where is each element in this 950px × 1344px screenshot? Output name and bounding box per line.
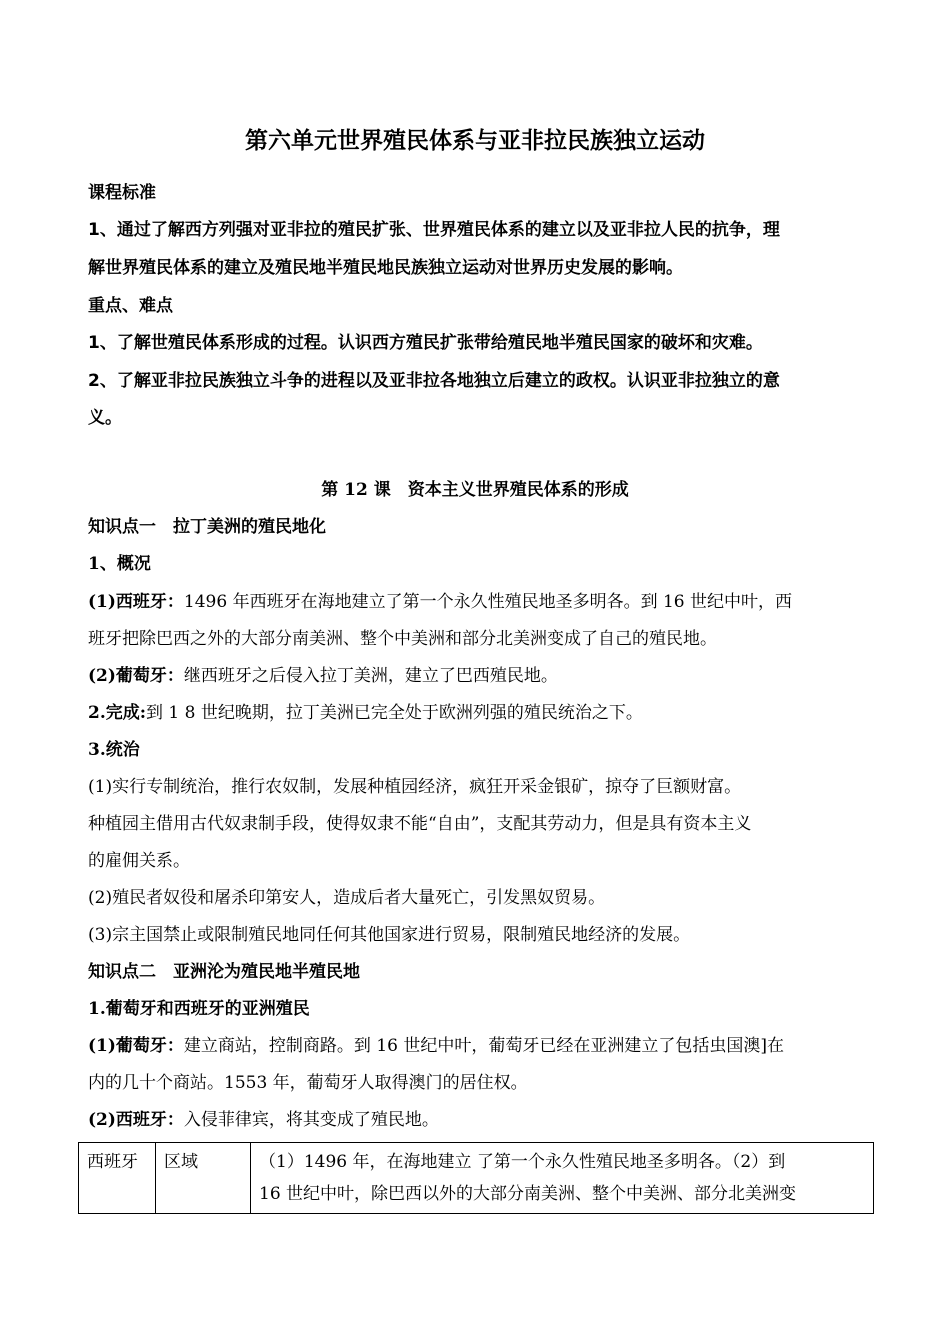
course-standard-line-1: 1、通过了解西方列强对亚非拉的殖民扩张、世界殖民体系的建立以及亚非拉人民的抗争，理 bbox=[88, 220, 780, 240]
key-point-2-line-2: 义。 bbox=[88, 408, 122, 428]
unit-title: 第六单元世界殖民体系与亚非拉民族独立运动 bbox=[245, 128, 705, 154]
asia-portugal-text-1: 建立商站，控制商路。到 16 世纪中叶，葡萄牙已经在亚洲建立了包括虫国澳]在 bbox=[183, 1036, 784, 1056]
colonial-table bbox=[78, 1142, 874, 1214]
complete-text: 到 1 8 世纪晚期，拉丁美洲已完全处于欧洲列强的殖民统治之下。 bbox=[146, 703, 643, 723]
asia-spain-text: 入侵菲律宾，将其变成了殖民地。 bbox=[183, 1110, 439, 1130]
asia-heading: 1.葡萄牙和西班牙的亚洲殖民 bbox=[88, 999, 310, 1019]
overview-heading: 1、概况 bbox=[88, 554, 151, 574]
rule-3: (3)宗主国禁止或限制殖民地同任何其他国家进行贸易，限制殖民地经济的发展。 bbox=[88, 925, 691, 945]
asia-portugal-line-1 bbox=[88, 1034, 868, 1058]
course-standard-heading: 课程标准 bbox=[88, 183, 156, 203]
spain-paragraph-line-2: 班牙把除巴西之外的大部分南美洲、整个中美洲和部分北美洲变成了自己的殖民地。 bbox=[88, 629, 717, 649]
complete-label: 2.完成: bbox=[88, 703, 147, 723]
asia-spain-paragraph bbox=[88, 1108, 868, 1132]
portugal-label: (2)葡萄牙： bbox=[88, 666, 184, 686]
rule-1b-line-1: 种植园主借用古代奴隶制手段，使得奴隶不能“自由”，支配其劳动力，但是具有资本主义 bbox=[88, 814, 752, 834]
rule-2: (2)殖民者奴役和屠杀印第安人，造成后者大量死亡，引发黑奴贸易。 bbox=[88, 888, 606, 908]
table-row bbox=[79, 1143, 874, 1214]
portugal-paragraph bbox=[88, 664, 868, 688]
asia-spain-label: (2)西班牙： bbox=[88, 1110, 184, 1130]
table-cell-content bbox=[251, 1143, 874, 1214]
spain-text-1: 1496 年西班牙在海地建立了第一个永久性殖民地圣多明各。到 16 世纪中叶，西 bbox=[183, 592, 793, 612]
asia-portugal-label: (1)葡萄牙： bbox=[88, 1036, 184, 1056]
key-points-heading: 重点、难点 bbox=[88, 296, 173, 316]
rule-heading: 3.统治 bbox=[88, 740, 140, 760]
key-point-2-line-1: 2、了解亚非拉民族独立斗争的进程以及亚非拉各地独立后建立的政权。认识亚非拉独立的意 bbox=[88, 371, 780, 391]
complete-paragraph bbox=[88, 701, 868, 725]
lesson-title: 第 12 课 资本主义世界殖民体系的形成 bbox=[321, 480, 629, 500]
table-content-line-1: （1）1496 年，在海地建立 了第一个永久性殖民地圣多明各。（2）到 bbox=[259, 1152, 786, 1172]
spain-label: (1)西班牙： bbox=[88, 592, 184, 612]
course-standard-line-2: 解世界殖民体系的建立及殖民地半殖民地民族独立运动对世界历史发展的影响。 bbox=[88, 258, 683, 278]
knowledge-point-2-heading: 知识点二 亚洲沦为殖民地半殖民地 bbox=[88, 962, 360, 982]
rule-1: (1)实行专制统治，推行农奴制，发展种植园经济，疯狂开采金银矿，掠夺了巨额财富。 bbox=[88, 777, 742, 797]
table-cell-country: 西班牙 bbox=[79, 1143, 156, 1214]
rule-1b-line-2: 的雇佣关系。 bbox=[88, 851, 190, 871]
table-cell-aspect: 区域 bbox=[156, 1143, 251, 1214]
spain-paragraph-line-1 bbox=[88, 590, 868, 614]
asia-portugal-line-2: 内的几十个商站。1553 年，葡萄牙人取得澳门的居住权。 bbox=[88, 1073, 528, 1093]
portugal-text: 继西班牙之后侵入拉丁美洲，建立了巴西殖民地。 bbox=[183, 666, 558, 686]
key-point-1: 1、了解世殖民体系形成的过程。认识西方殖民扩张带给殖民地半殖民国家的破坏和灾难。 bbox=[88, 333, 763, 353]
table-content-line-2: 16 世纪中叶，除巴西以外的大部分南美洲、整个中美洲、部分北美洲变 bbox=[259, 1184, 797, 1204]
knowledge-point-1-heading: 知识点一 拉丁美洲的殖民地化 bbox=[88, 517, 326, 537]
